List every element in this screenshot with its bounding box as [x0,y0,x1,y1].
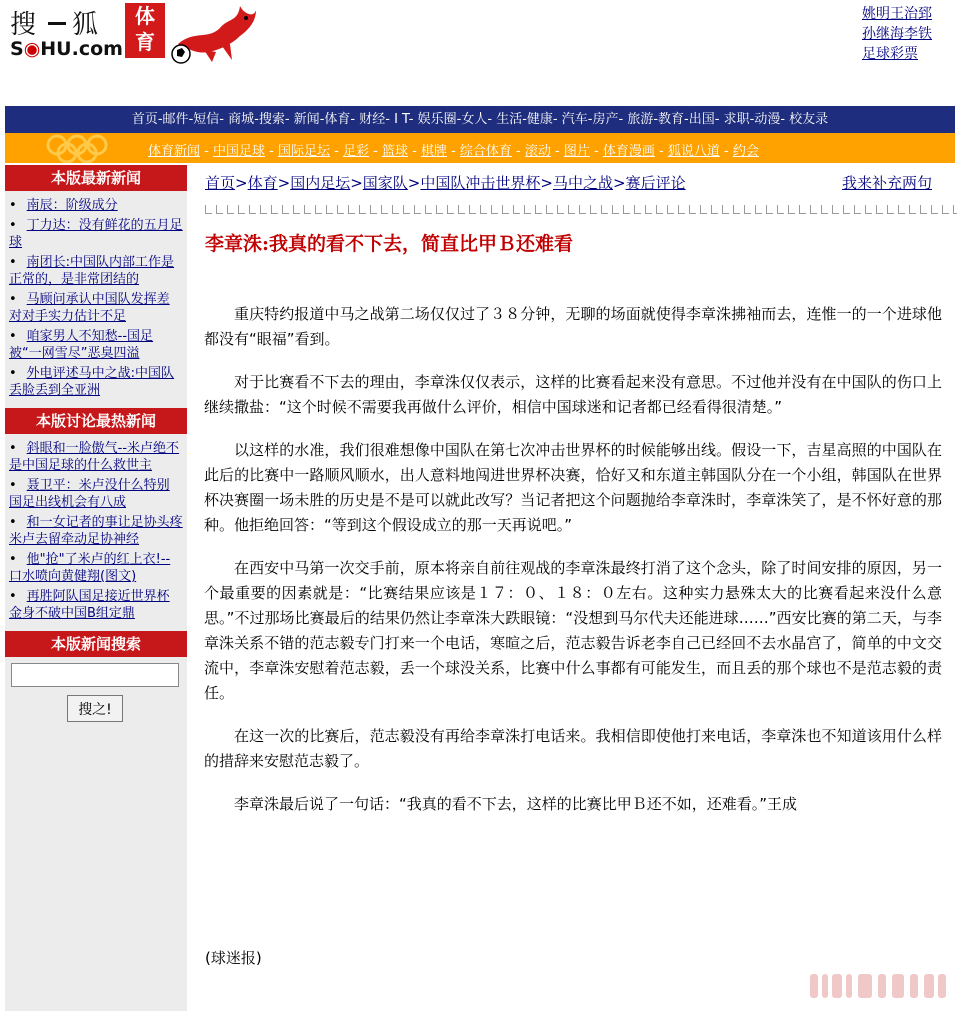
breadcrumb-separator: > [277,174,291,192]
sports-nav-separator: - [200,144,213,159]
fox-football-mascot-icon [168,0,260,68]
article-body [204,302,942,835]
sports-nav-item[interactable]: 狐说八道 [667,144,720,159]
breadcrumb-separator: > [540,174,553,192]
sports-logo-char-1: 体 [135,4,155,28]
sidebar-news-link[interactable]: 斜眼和一脸傲气--米卢绝不是中国足球的什么救世主 [9,441,180,473]
main-nav-separator: - [456,112,462,127]
breadcrumb-item[interactable]: 首页 [205,174,236,192]
bullet-icon: • [9,478,17,493]
bullet-icon: • [9,198,17,213]
bullet-icon: • [9,292,17,307]
sports-nav-item[interactable]: 足彩 [342,144,369,159]
main-nav-item[interactable]: 邮件 [162,112,189,127]
main-nav-item[interactable]: 女人 [461,112,488,127]
bullet-icon: • [9,589,17,604]
breadcrumb [205,172,686,193]
sports-nav-separator: - [719,144,733,159]
sidebar-news-item[interactable] [9,588,183,622]
main-nav-separator: - [552,112,562,127]
sports-nav-separator: - [407,144,421,159]
sports-nav-separator: - [446,144,460,159]
sidebar-news-item[interactable] [9,440,183,474]
main-nav-separator: - [487,112,497,127]
sohu-logo-english[interactable]: S◉HU.com [10,38,123,60]
breadcrumb-item[interactable]: 国内足坛 [290,174,351,192]
hot-news-list [5,434,187,631]
main-nav-item[interactable]: 旅游 [627,112,654,127]
sidebar-news-link[interactable]: 聂卫平：米卢没什么特别 国足出线机会有八成 [9,478,170,510]
sports-nav-separator: - [265,144,278,159]
main-nav-separator: - [408,112,418,127]
sidebar-news-item[interactable] [9,217,183,251]
bullet-icon: • [9,329,17,344]
main-nav-item[interactable]: 搜索 [258,112,285,127]
sports-nav-item[interactable]: 国际足坛 [277,144,330,159]
hot-news-heading: 本版讨论最热新闻 [5,408,187,434]
main-nav-separator: - [522,112,527,127]
sports-nav-item[interactable]: 篮球 [381,144,408,159]
sidebar-news-link[interactable]: 他"抢"了米卢的红上衣!--口水喷向黄健翔(图文) [9,552,171,584]
main-nav-separator: - [587,112,593,127]
breadcrumb-item[interactable]: 体育 [247,174,278,192]
main-nav-bar [5,106,955,133]
main-nav-separator: - [714,112,724,127]
top-link-sun-li[interactable]: 孙继海李铁 [862,26,932,42]
main-nav-item[interactable]: 体育 [324,112,351,127]
sidebar-news-link[interactable]: 咱家男人不知愁--国足被“一网雪尽”恶臭四溢 [9,329,154,361]
search-button[interactable]: 搜之! [67,695,123,722]
sidebar-news-item[interactable] [9,197,183,214]
main-nav-separator: - [653,112,659,127]
bullet-icon: • [9,552,17,567]
sports-nav-separator: - [654,144,668,159]
sidebar-news-link[interactable]: 丁力达：没有鲜花的五月足球 [9,218,183,250]
olympic-rings-icon [35,133,135,163]
main-nav-separator: - [284,112,294,127]
main-nav-separator: - [157,112,163,127]
bullet-icon: • [9,441,17,456]
sports-nav-item[interactable]: 综合体育 [459,144,512,159]
main-nav-separator: - [254,112,259,127]
sidebar-news-item[interactable] [9,291,183,325]
sidebar-news-link[interactable]: 和一女记者的事让足协头疼 米卢去留牵动足协神经 [9,515,183,547]
sports-logo-char-2: 育 [135,30,155,54]
main-nav-item[interactable]: 新闻 [293,112,320,127]
main-nav-item[interactable]: 首页 [131,112,158,127]
main-nav-item[interactable]: 商城 [228,112,255,127]
breadcrumb-separator: > [612,174,626,192]
main-nav-separator: - [618,112,628,127]
main-nav-item[interactable]: 财经 [359,112,386,127]
article-paragraph: 在西安中马第一次交手前，原本将亲自前往观战的李章洙最终打消了这个念头，除了时间安排的原因，另一个最重要的因素就是：“比赛结果应该是１７：０、１８：０左右。这种实力悬殊太大的比赛看起来没什么意思。”不过那场比赛最后的结果仍然让李章洙大跌眼镜：“没想到马尔代夫还能进球……”西安比赛的第二天，与李章洙关系不错的范志毅专门打来一个电话，寒暄之后，范志毅告诉老李自己已经回不去水晶宫了，简单的中文交流中，李章洙安慰着范志毅，丢一个球没关系，比赛中什么事都有可能发生，而且丢的那个球也不是范志毅的责任。 [204,559,942,702]
latest-news-heading: 本版最新新闻 [5,165,187,191]
news-search-input[interactable] [11,663,179,687]
main-nav-item[interactable]: 出国 [688,112,715,127]
top-link-yao-wang[interactable]: 姚明王治郅 [862,6,932,22]
main-nav-item[interactable]: 健康 [526,112,553,127]
main-nav-separator: - [319,112,325,127]
sports-nav-separator: - [511,144,525,159]
article-title: 李章洙:我真的看不下去，简直比甲Ｂ还难看 [205,233,574,255]
sports-nav-item[interactable]: 约会 [732,144,759,159]
bullet-icon: • [9,218,17,233]
sidebar-news-item[interactable] [9,551,183,585]
sports-nav-separator: - [589,144,603,159]
main-nav-item[interactable]: 求职 [723,112,750,127]
main-nav-item[interactable]: 动漫 [754,112,781,127]
sports-nav-item[interactable]: 滚动 [524,144,551,159]
bullet-icon: • [9,515,17,530]
bullet-icon: • [9,255,17,270]
breadcrumb-separator: > [407,174,421,192]
sidebar-news-link[interactable]: 马顾问承认中国队发挥差 对对手实力估计不足 [9,292,170,324]
sidebar-news-item[interactable] [9,328,183,362]
main-nav-separator: - [749,112,755,127]
sports-nav-item[interactable]: 体育漫画 [602,144,655,159]
sports-nav-item[interactable]: 图片 [563,144,590,159]
sidebar-news-link[interactable]: 再胜阿队国足接近世界杯 金身不破中国B组定鼎 [9,589,170,621]
breadcrumb-item[interactable]: 中国队冲击世界杯 [420,174,541,192]
sidebar-news-item[interactable] [9,254,183,288]
site-header [0,0,962,105]
sports-nav-items [148,140,759,159]
main-nav-item[interactable]: 汽车 [561,112,588,127]
sidebar-news-item[interactable] [9,365,183,399]
article-paragraph: 对于比赛看不下去的理由，李章洙仅仅表示，这样的比赛看起来没有意思。不过他并没有在中国队的伤口上继续撒盐：“这个时候不需要我再做什么评价，相信中国球迷和记者都已经看得很清楚。” [204,373,942,416]
breadcrumb-item[interactable]: 赛后评论 [625,174,686,192]
main-nav-separator: - [219,112,229,127]
sports-channel-logo[interactable] [125,3,165,58]
sports-nav-item[interactable]: 棋牌 [420,144,447,159]
sports-nav-separator: - [550,144,564,159]
article-paragraph: 李章洙最后说了一句话：“我真的看不下去，这样的比赛比甲Ｂ还不如，还难看。”王成 [234,795,798,813]
breadcrumb-item[interactable]: 马中之战 [552,174,613,192]
sidebar-news-link[interactable]: 外电评述马中之战:中国队丢脸丢到全亚洲 [9,366,175,398]
main-nav-separator: - [684,112,689,127]
sidebar-news-item[interactable] [9,514,183,548]
article-paragraph: 在这一次的比赛后，范志毅没有再给李章洙打电话来。我相信即使他打来电话，李章洙也不知道该用什么样的措辞来安慰范志毅了。 [204,727,942,770]
breadcrumb-separator: > [235,174,248,192]
article-paragraph: 以这样的水准，我们很难想像中国队在第七次冲击世界杯的时候能够出线。假设一下，吉星高照的中国队在此后的比赛中一路顺风顺水，出人意料地闯进世界杯决赛，恰好又和东道主韩国队分在一个小组，韩国队在世界杯决赛圈一场未胜的历史是不是可以就此改写？当记者把这个问题抛给李章洙时，李章洙笑了，是不怀好意的那种。他拒绝回答：“等到这个假设成立的那一天再说吧。” [204,441,942,534]
breadcrumb-item[interactable]: 国家队 [362,174,408,192]
sports-nav-item[interactable]: 体育新闻 [148,144,201,159]
sidebar-news-item[interactable] [9,477,183,511]
top-link-football-lottery[interactable]: 足球彩票 [862,46,918,62]
add-comment-link[interactable]: 我来补充两句 [842,174,933,192]
sohu-logo-chinese[interactable]: 搜 狐 [10,10,105,40]
sidebar [5,165,187,1011]
bullet-icon: • [9,366,17,381]
main-nav-item[interactable]: 娱乐圈 [417,112,457,127]
sports-nav-bar [5,133,955,163]
main-nav-separator: - [350,112,360,127]
main-nav-separator: - [780,112,790,127]
sidebar-news-link[interactable]: 南辰：阶级成分 [26,198,118,213]
main-nav-separator: - [188,112,194,127]
sidebar-news-link[interactable]: 南团长:中国队内部工作是正常的，是非常团结的 [9,255,175,287]
main-nav-item[interactable]: 生活 [496,112,523,127]
article-source: (球迷报) [205,949,262,967]
dashed-divider [205,205,957,215]
latest-news-list [5,191,187,408]
sports-nav-separator: - [368,144,382,159]
main-nav-item[interactable]: 校友录 [789,112,829,127]
main-nav-item[interactable]: 教育 [658,112,685,127]
sports-nav-item[interactable]: 中国足球 [212,144,265,159]
main-nav-item[interactable]: I T [394,112,409,127]
article-paragraph: 重庆特约报道中马之战第二场仅仅过了３８分钟，无聊的场面就使得李章洙拂袖而去，连惟一的一个进球他都没有“眼福”看到。 [204,305,942,348]
blurred-corner-graphic [806,972,952,1002]
main-nav-item[interactable]: 房产 [592,112,619,127]
main-nav-separator: - [385,112,395,127]
main-nav-item[interactable]: 短信 [193,112,220,127]
top-links [862,4,932,64]
sports-nav-separator: - [329,144,343,159]
breadcrumb-separator: > [350,174,363,192]
news-search-heading: 本版新闻搜索 [5,631,187,657]
